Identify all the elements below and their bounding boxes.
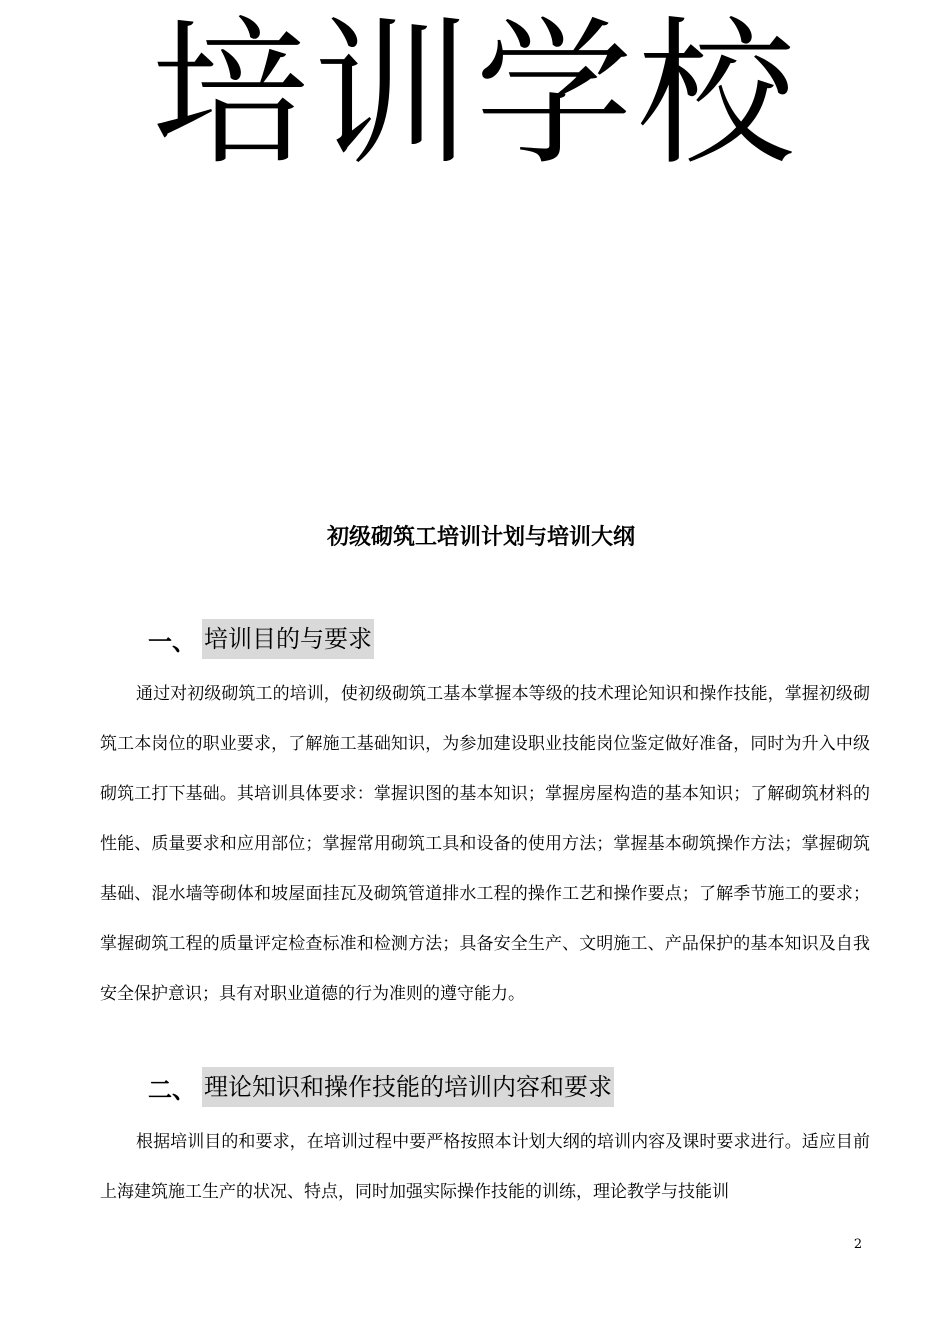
document-title: 初级砌筑工培训计划与培训大纲 [326,525,635,550]
section-heading-text: 理论知识和操作技能的培训内容和要求 [202,1067,614,1107]
section-paragraph-1: 通过对初级砌筑工的培训，使初级砌筑工基本掌握本等级的技术理论知识和操作技能，掌握初级砌筑工本岗位的职业要求，了解施工基础知识，为参加建设职业技能岗位鉴定做好准备，同时为升入中级砌筑工打下基础。其培训具体要求：掌握识图的基本知识；掌握房屋构造的基本知识；了解砌筑材料的性能、质量要求和应用部位；掌握常用砌筑工具和设备的使用方法；掌握基本砌筑操作方法；掌握砌筑基础、混水墙等砌体和坡屋面挂瓦及砌筑管道排水工程的操作工艺和操作要点；了解季节施工的要求；掌握砌筑工程的质量评定检查标准和检测方法；具备安全生产、文明施工、产品保护的基本知识及自我安全保护意识；具有对职业道德的行为准则的遵守能力。 [100,684,870,1004]
section-heading-text: 培训目的与要求 [202,619,374,659]
page-number: 2 [853,1237,863,1252]
section-paragraph-2: 根据培训目的和要求，在培训过程中要严格按照本计划大纲的培训内容及课时要求进行。适应目前上海建筑施工生产的状况、特点，同时加强实际操作技能的训练，理论教学与技能训 [100,1132,870,1202]
school-title: 培训学校 [151,3,799,187]
section-heading-1 [148,618,374,660]
section-number: 一、 [148,627,196,656]
section-number: 二、 [148,1075,196,1104]
section-heading-2 [148,1066,614,1108]
